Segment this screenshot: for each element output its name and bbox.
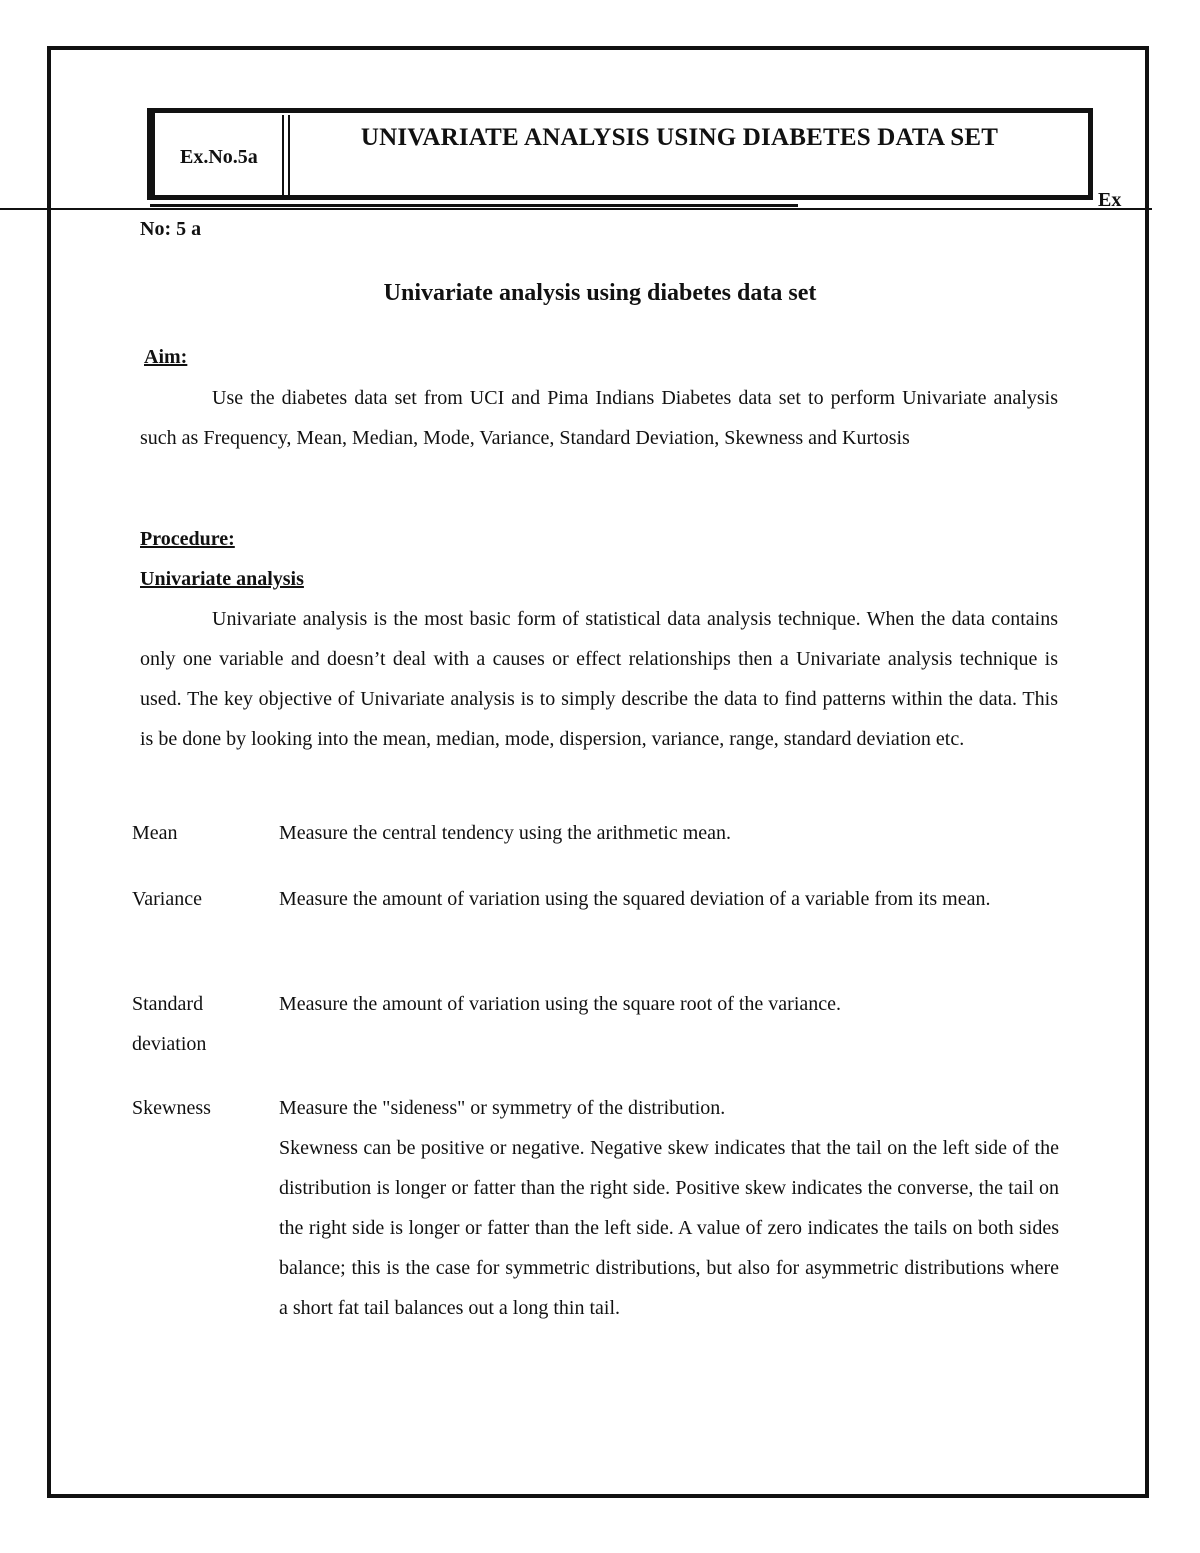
aim-heading: Aim:: [144, 346, 188, 368]
definition-standard-deviation: [279, 984, 1059, 1024]
term-mean: Mean: [132, 822, 178, 844]
definition-skewness: [279, 1088, 1059, 1328]
term-variance: Variance: [132, 888, 202, 910]
procedure-heading: Procedure:: [140, 528, 235, 550]
stray-ex-text: Ex: [1098, 190, 1122, 208]
definition-standard-deviation-text: Measure the amount of variation using the square root of the variance.: [279, 993, 842, 1015]
header-shadow-line: [150, 204, 798, 207]
definition-skewness-line-1: Measure the "sideness" or symmetry of the distribution.: [279, 1097, 726, 1119]
procedure-text: Univariate analysis is the most basic form of statistical data analysis technique. When the data contains only one variable and doesn’t deal with a causes or effect relationships then a Univariate analysis technique is used. The key objective of Univariate analysis is to simply describe the data to find patterns within the data. This is be done by looking into the mean, median, mode, dispersion, variance, range, standard deviation etc.: [140, 608, 1058, 750]
definition-variance: [279, 879, 1059, 919]
definition-mean: [279, 813, 1059, 853]
definition-mean-text: Measure the central tendency using the arithmetic mean.: [279, 822, 732, 844]
definition-skewness-line-2: Skewness can be positive or negative. Negative skew indicates that the tail on the left side of the distribution is longer or fatter than the right side. Positive skew indicates the converse, the tail on the right side is longer or fatter than the left side. A value of zero indicates the tails on both sides balance; this is the case for symmetric distributions, but also for asymmetric distributions where a short fat tail balances out a long thin tail.: [279, 1137, 1059, 1319]
definition-variance-text: Measure the amount of variation using the squared deviation of a variable from its mean.: [279, 888, 991, 910]
term-skewness: Skewness: [132, 1097, 211, 1119]
aim-text: Use the diabetes data set from UCI and Pima Indians Diabetes data set to perform Univariate analysis such as Frequency, Mean, Median, Mode, Variance, Standard Deviation, Skewness and Kurtosis: [140, 387, 1058, 449]
document-title: Univariate analysis using diabetes data set: [383, 280, 817, 306]
header-underline: [0, 208, 1152, 210]
exercise-number: Ex.No.5a: [180, 146, 258, 168]
header-title: UNIVARIATE ANALYSIS USING DIABETES DATA SET: [360, 124, 999, 151]
univariate-subheading: Univariate analysis: [140, 568, 304, 590]
term-standard-deviation: Standard deviation: [132, 993, 207, 1055]
exercise-no-label: No: 5 a: [140, 218, 202, 240]
header-divider: [282, 115, 290, 195]
